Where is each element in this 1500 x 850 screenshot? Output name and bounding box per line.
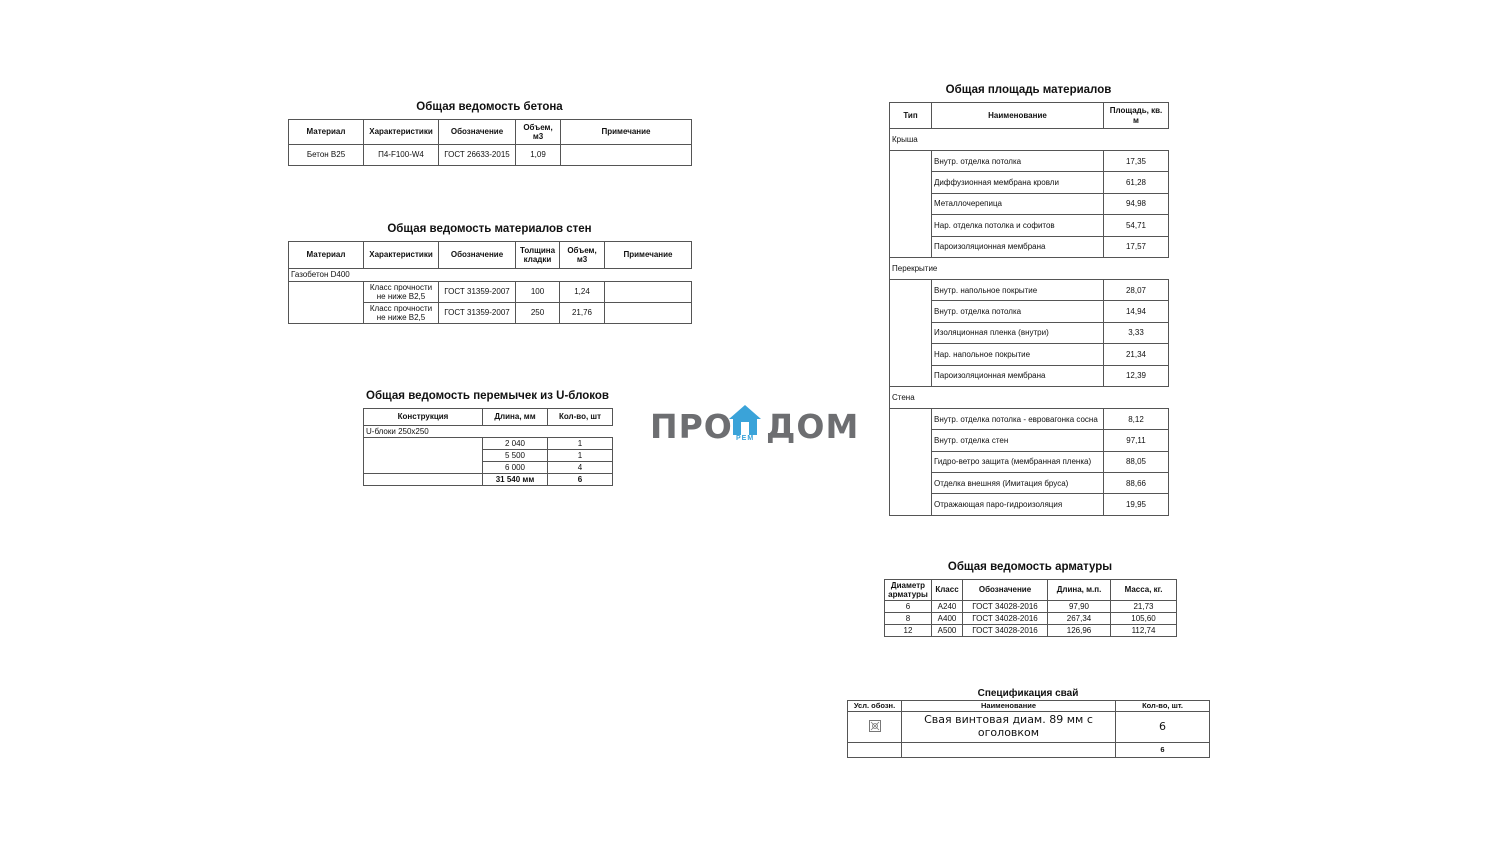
table-row	[890, 236, 1169, 257]
cell: 126,96	[1048, 625, 1111, 637]
areas-title: Общая площадь материалов	[945, 84, 1112, 96]
lintels-table	[363, 408, 613, 486]
table-row	[885, 601, 1177, 613]
table-row	[364, 438, 613, 450]
header-cell: Длина, м.п.	[1048, 580, 1111, 601]
table-row	[885, 625, 1177, 637]
cell	[848, 743, 902, 758]
header-cell: Тип	[890, 103, 932, 129]
header-cell: Объем, м3	[516, 120, 561, 145]
table-row	[848, 712, 1210, 743]
table-row	[890, 344, 1169, 365]
cell	[890, 279, 932, 386]
table-row	[890, 365, 1169, 386]
pile-qty: 6	[1116, 712, 1210, 743]
material-name: Внутр. отделка стен	[932, 430, 1104, 451]
logo-sub-text: РЕМ	[736, 435, 755, 442]
cell: 250	[516, 303, 560, 324]
header-cell: Площадь, кв. м	[1104, 103, 1169, 129]
material-name: Диффузионная мембрана кровли	[932, 172, 1104, 193]
pile-total: 6	[1116, 743, 1210, 758]
table-row	[885, 613, 1177, 625]
cell: Бетон В25	[289, 145, 364, 166]
cell: 6 000	[483, 462, 548, 474]
cell	[605, 282, 692, 303]
cell: 21,76	[560, 303, 605, 324]
header-cell: Толщина кладки	[516, 242, 560, 269]
table-row	[890, 408, 1169, 429]
group-label: Стена	[890, 386, 1169, 408]
total-count: 6	[548, 474, 613, 486]
pile-symbol-icon	[869, 720, 881, 732]
cell: 100	[516, 282, 560, 303]
cell: 6	[885, 601, 932, 613]
material-name: Пароизоляционная мембрана	[932, 365, 1104, 386]
material-area: 14,94	[1104, 301, 1169, 322]
table-row	[890, 430, 1169, 451]
logo-right-text: ДОМ	[766, 407, 860, 446]
material-area: 17,57	[1104, 236, 1169, 257]
cell: 12	[885, 625, 932, 637]
header-cell: Наименование	[932, 103, 1104, 129]
material-area: 97,11	[1104, 430, 1169, 451]
logo-left-text: ПРО	[650, 407, 733, 446]
cell	[289, 282, 364, 324]
header-cell: Диаметр арматуры	[885, 580, 932, 601]
cell: 1	[548, 438, 613, 450]
material-area: 8,12	[1104, 408, 1169, 429]
group-label: Перекрытие	[890, 257, 1169, 279]
header-cell: Кол-во, шт	[548, 409, 613, 426]
cell	[890, 408, 932, 515]
concrete-schedule	[288, 101, 691, 166]
material-name: Внутр. отделка потолка - евровагонка сосна	[932, 408, 1104, 429]
lintels-title: Общая ведомость перемычек из U-блоков	[366, 390, 609, 402]
cell	[848, 712, 902, 743]
cell: 5 500	[483, 450, 548, 462]
cell: 21,73	[1111, 601, 1177, 613]
table-row	[890, 193, 1169, 214]
table-row	[890, 494, 1169, 515]
house-icon	[728, 404, 762, 436]
cell: 112,74	[1111, 625, 1177, 637]
cell: A500	[932, 625, 963, 637]
cell: ГОСТ 31359-2007	[439, 303, 516, 324]
header-cell: Усл. обозн.	[848, 701, 902, 712]
walls-title: Общая ведомость материалов стен	[387, 223, 592, 235]
material-name: Внутр. отделка потолка	[932, 301, 1104, 322]
header-cell: Материал	[289, 120, 364, 145]
material-name: Металлочерепица	[932, 193, 1104, 214]
table-row	[890, 279, 1169, 300]
cell: 105,60	[1111, 613, 1177, 625]
material-name: Отделка внешняя (Имитация бруса)	[932, 473, 1104, 494]
cell: 1	[548, 450, 613, 462]
cell: 8	[885, 613, 932, 625]
pro-dom-logo	[650, 404, 860, 448]
areas-schedule	[889, 84, 1168, 516]
cell: П4-F100-W4	[364, 145, 439, 166]
rebar-table	[884, 579, 1177, 637]
header-cell: Длина, мм	[483, 409, 548, 426]
group-label: U-блоки 250х250	[364, 426, 613, 438]
total-row	[364, 474, 613, 486]
walls-table	[288, 241, 692, 324]
material-area: 28,07	[1104, 279, 1169, 300]
concrete-title: Общая ведомость бетона	[416, 101, 563, 113]
cell: A400	[932, 613, 963, 625]
cell: ГОСТ 34028-2016	[963, 625, 1048, 637]
piles-table	[847, 700, 1210, 758]
cell: 1,24	[560, 282, 605, 303]
rebar-title: Общая ведомость арматуры	[947, 561, 1113, 573]
table-row	[890, 322, 1169, 343]
material-name: Отражающая паро-гидроизоляция	[932, 494, 1104, 515]
cell: 97,90	[1048, 601, 1111, 613]
table-row	[890, 451, 1169, 472]
lintels-schedule	[363, 390, 612, 486]
piles-schedule	[847, 688, 1209, 758]
material-name: Внутр. отделка потолка	[932, 151, 1104, 172]
cell: 267,34	[1048, 613, 1111, 625]
material-area: 94,98	[1104, 193, 1169, 214]
header-cell: Материал	[289, 242, 364, 269]
material-area: 88,05	[1104, 451, 1169, 472]
cell: 1,09	[516, 145, 561, 166]
material-area: 3,33	[1104, 322, 1169, 343]
table-row	[289, 282, 692, 303]
cell	[605, 303, 692, 324]
cell	[890, 151, 932, 258]
rebar-schedule	[884, 561, 1176, 637]
cell: ГОСТ 34028-2016	[963, 601, 1048, 613]
cell: 4	[548, 462, 613, 474]
total-length: 31 540 мм	[483, 474, 548, 486]
piles-title: Спецификация свай	[977, 688, 1079, 699]
cell: 2 040	[483, 438, 548, 450]
table-row	[890, 473, 1169, 494]
header-cell: Характеристики	[364, 120, 439, 145]
concrete-table	[288, 119, 692, 166]
material-name: Внутр. напольное покрытие	[932, 279, 1104, 300]
header-cell: Наименование	[902, 701, 1116, 712]
material-area: 61,28	[1104, 172, 1169, 193]
material-name: Изоляционная пленка (внутри)	[932, 322, 1104, 343]
areas-table	[889, 102, 1169, 516]
material-area: 12,39	[1104, 365, 1169, 386]
material-area: 54,71	[1104, 215, 1169, 236]
material-area: 88,66	[1104, 473, 1169, 494]
table-row	[289, 145, 692, 166]
cell	[364, 474, 483, 486]
cell	[561, 145, 692, 166]
material-name: Нар. напольное покрытие	[932, 344, 1104, 365]
header-cell: Масса, кг.	[1111, 580, 1177, 601]
cell: Класс прочности не ниже В2,5	[364, 282, 439, 303]
table-row	[890, 172, 1169, 193]
table-row	[890, 151, 1169, 172]
cell	[364, 438, 483, 474]
pile-name: Свая винтовая диам. 89 мм с оголовком	[902, 712, 1116, 743]
header-cell: Кол-во, шт.	[1116, 701, 1210, 712]
material-area: 17,35	[1104, 151, 1169, 172]
material-name: Нар. отделка потолка и софитов	[932, 215, 1104, 236]
header-cell: Конструкция	[364, 409, 483, 426]
cell: ГОСТ 31359-2007	[439, 282, 516, 303]
material-area: 19,95	[1104, 494, 1169, 515]
header-cell: Обозначение	[963, 580, 1048, 601]
material-name: Гидро-ветро защита (мембранная пленка)	[932, 451, 1104, 472]
header-cell: Примечание	[561, 120, 692, 145]
header-cell: Характеристики	[364, 242, 439, 269]
header-cell: Объем, м3	[560, 242, 605, 269]
cell: ГОСТ 26633-2015	[439, 145, 516, 166]
header-cell: Обозначение	[439, 120, 516, 145]
header-cell: Класс	[932, 580, 963, 601]
cell: ГОСТ 34028-2016	[963, 613, 1048, 625]
group-label: Крыша	[890, 129, 1169, 151]
walls-schedule	[288, 223, 691, 324]
header-cell: Примечание	[605, 242, 692, 269]
material-area: 21,34	[1104, 344, 1169, 365]
cell: Класс прочности не ниже В2,5	[364, 303, 439, 324]
cell: A240	[932, 601, 963, 613]
group-label: Газобетон D400	[289, 269, 692, 282]
cell	[902, 743, 1116, 758]
header-cell: Обозначение	[439, 242, 516, 269]
table-row	[890, 215, 1169, 236]
table-row	[890, 301, 1169, 322]
total-row	[848, 743, 1210, 758]
material-name: Пароизоляционная мембрана	[932, 236, 1104, 257]
